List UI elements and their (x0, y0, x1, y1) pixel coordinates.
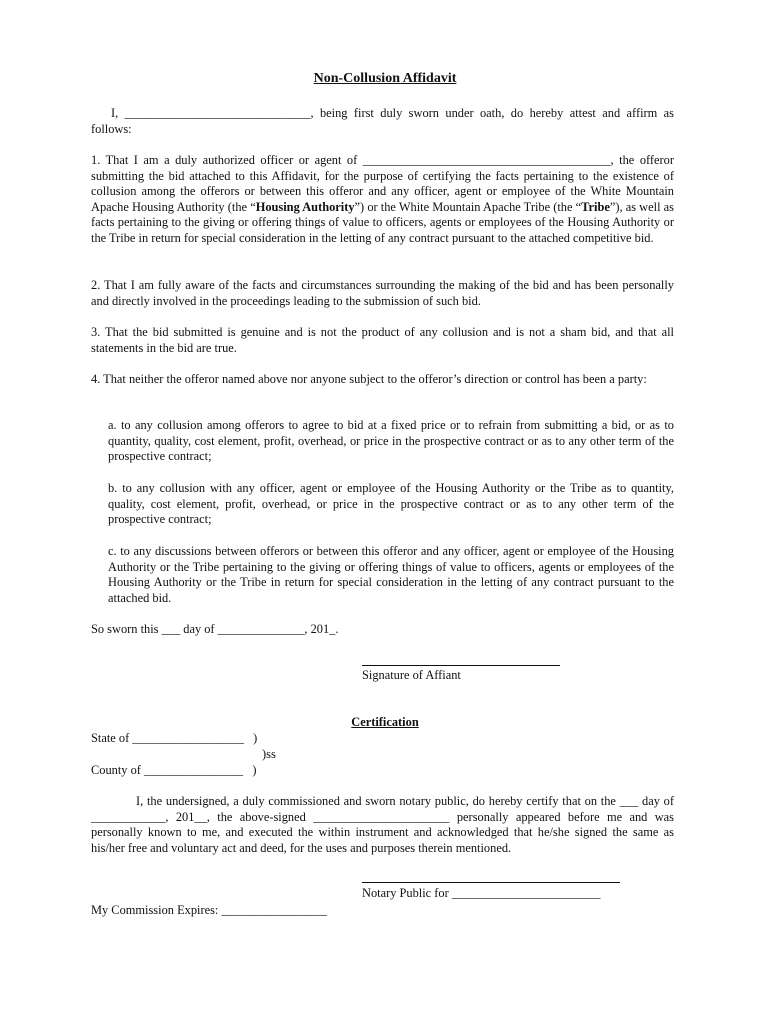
notary-paragraph (91, 794, 674, 856)
paragraph-1-text-b: ”) or the White Mountain Apache Tribe (the “ (354, 199, 582, 214)
ss-marker: )ss (262, 747, 276, 761)
commission-expires-line: My Commission Expires: _________________ (91, 903, 327, 917)
affiant-signature-line[interactable] (362, 665, 560, 666)
affiant-signature-label: Signature of Affiant (362, 668, 461, 682)
document-title: Non-Collusion Affidavit (313, 71, 457, 86)
clause-c: c. to any discussions between offerors or between this offeror and any officer, agent or employee of the Housing Authority or the Tribe pertaining to the giving or offering things of value to officers, agents or employees of the Housing Authority or the Tribe in return for special consideration in the letting of any contract pursuant to the attached bid. (108, 544, 674, 605)
clause-a: a. to any collusion among offerors to agree to bid at a fixed price or to refrain from submitting a bid, or as to quantity, quality, cost element, profit, overhead, or price in the prospective contract or as to any other term of the prospective contract; (108, 418, 674, 464)
paragraph-1-text-c: ”), as well as facts pertaining to the giving or offering things of value to officers, agents or employees of the Housing Authority or the Tribe in return for special consideration in the letting of any contract pursuant to the attached competitive bid. (91, 199, 674, 245)
sworn-line: So sworn this ___ day of ______________, 201_. (91, 622, 339, 636)
intro-paragraph (91, 106, 674, 137)
paragraph-4: 4. That neither the offeror named above nor anyone subject to the offeror’s direction or control has been a party: (91, 372, 647, 386)
notary-signature-line[interactable] (362, 882, 620, 883)
paragraph-2: 2. That I am fully aware of the facts and circumstances surrounding the making of the bid and has been personally and directly involved in the proceedings leading to the submission of such bid. (91, 278, 674, 308)
paragraph-1 (91, 153, 674, 247)
intro-text: I, ______________________________, being first duly sworn under oath, do hereby attest and affirm as follows: (91, 106, 674, 136)
county-line: County of ________________ ) (91, 763, 257, 777)
notary-public-label: Notary Public for ________________________ (362, 886, 601, 900)
certification-heading: Certification (351, 715, 419, 729)
state-line: State of __________________ ) (91, 731, 258, 745)
tribe-term: Tribe (581, 199, 610, 214)
clause-b: b. to any collusion with any officer, agent or employee of the Housing Authority or the Tribe as to quantity, quality, cost element, profit, overhead, or price in the prospective contract or as to any other term of the prospective contract; (108, 481, 674, 527)
paragraph-3: 3. That the bid submitted is genuine and is not the product of any collusion and is not a sham bid, and that all statements in the bid are true. (91, 325, 674, 355)
paragraph-1-text-a: 1. That I am a duly authorized officer or agent of ________________________________________, the offeror submitting the bid attached to this Affidavit, for the purpose of certifying the facts pertaining to the existence of collusion among the offerors or between this offeror and any officer, agent or employee of the White Mountain Apache Housing Authority (the “ (91, 153, 674, 214)
notary-text: I, the undersigned, a duly commissioned and sworn notary public, do hereby certify that on the ___ day of ____________, 201__, the above-signed ______________________ personally appeared before me and was personally known to me, and executed the within instrument and acknowledged that he/she signed the same as his/her free and voluntary act and deed, for the uses and purposes therein mentioned. (91, 794, 674, 855)
housing-authority-term: Housing Authority (255, 199, 355, 214)
